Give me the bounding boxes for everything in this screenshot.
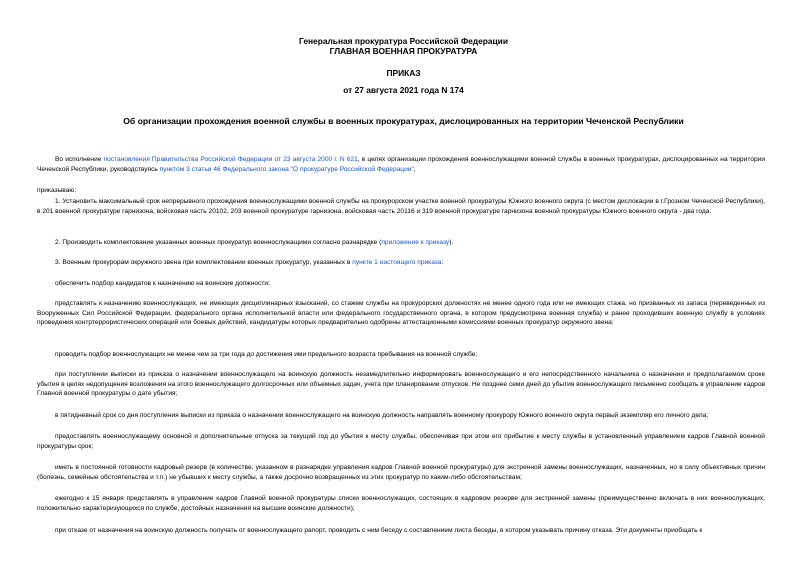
org-name: Генеральная прокуратура Российской Федерации (299, 36, 508, 46)
order-word: приказываю: (37, 187, 77, 194)
subitem-age-limit: проводить подбор военнослужащих не менее чем за три года до достижения ими предельного возраста пребывания на военной службе; (55, 351, 478, 358)
doc-title: Об организации прохождения военной службы в военных прокуратурах, дислоцированных на территории Чеченской Республики (123, 116, 684, 126)
link-prosecutor-law[interactable]: пунктом 3 статьи 46 Федерального закона "О прокуратуре Российской Федерации" (159, 165, 414, 173)
subitem-candidate-selection: обеспечить подбор кандидатов к назначению на воинские должности; (55, 280, 270, 287)
subitem-reserve: иметь в постоянной готовности кадровый резерв (в количестве, указанном в разнарядке управления кадров Главной военной прокуратуры) для экстренной замены военнослужащих, назначенных, но в силу объективных причин (болезнь, семейные обстоятельства и т.п.) не убывших к месту службы, а также досрочно возвращенных из этих прокуратур по каким-либо обстоятельствам; (37, 464, 765, 481)
item-3-text: 3. Военным прокурорам окружного звена при комплектовании военных прокуратур, указанных в (55, 259, 353, 266)
item-3-end: : (441, 259, 444, 266)
intro-text-middle: , в целях организации прохождения военнослужащими военной службы в военных прокуратурах, дислоцированных на территории Чеченской Республики, руководствуясь (37, 156, 766, 173)
link-appendix[interactable]: приложение к приказу (381, 239, 450, 246)
intro-text-start: Во исполнение (55, 156, 104, 163)
subitem-nomination-criteria: представлять к назначению военнослужащих, не имеющих дисциплинарных взысканий, со стажем службы на прокурорских должностях не менее одного года или не имеющих стажа, но призванных из запаса (переведенных из Вооруженных Сил Российской Федерации, федерального органа исполнительной власти или федерального государственного органа, в котором предусмотрена военная служба) и ранее проходивших военную службу в условиях проведения контртеррористических операций или боевых действий, кандидатуры которых предварительно одобрены аттестационными комиссиями военных прокуратур окружного звена; (37, 300, 765, 327)
org-subdivision: ГЛАВНАЯ ВОЕННАЯ ПРОКУРАТУРА (329, 46, 478, 56)
item-3 (37, 258, 765, 268)
item-1: 1. Установить максимальный срок непрерывного прохождения военнослужащими военной службы на прокурорском участке военной прокуратуры Южного военного округа (с местом дислокации в г.Грозном Чеченской Республики), в 201 военной прокуратуре гарнизона, войсковая часть 20102, 203 военной прокуратуре гарнизона, войсковая часть 20116 и 319 военной прокуратуре гарнизона военной прокуратуры Южного военного округа - два года. (37, 198, 765, 215)
item-2 (37, 238, 765, 248)
subitem-leave: предоставлять военнослужащему основной и дополнительные отпуска за текущий год до убытия к месту службы, обеспечивая при этом его прибытие к месту службы в установленный управлением кадров Главной военной прокуратуры срок; (37, 433, 765, 450)
subitem-reserve-lists: ежегодно к 15 января представлять в управление кадров Главной военной прокуратуры списки военнослужащих, состоящих в кадровом резерве для экстренной замены (преимущественно включать в них военнослужащих, положительно характеризующихся по службе, достойных назначения на высшие воинские должности); (37, 495, 765, 512)
intro-text-end: , (413, 165, 416, 173)
doc-date: от 27 августа 2021 года N 174 (343, 85, 464, 95)
subitem-refusal: при отказе от назначения на воинскую должность получать от военнослужащего рапорт, проводить с ним беседу с составлением листа беседы, в котором указывать причину отказа. Эти документы приобщать к (55, 527, 703, 534)
link-government-decree[interactable]: постановления Правительства Российской Федерации от 23 августа 2000 г. N 621 (103, 156, 358, 163)
doc-type: ПРИКАЗ (386, 68, 421, 78)
subitem-personal-file: в пятидневный срок со дня поступления выписки из приказа о назначении военнослужащего на воинскую должность направлять военному прокурору Южного военного округа первый экземпляр его личного дела; (55, 412, 709, 419)
item-2-end: ). (449, 239, 454, 246)
link-item-1[interactable]: пункте 1 настоящего приказа (352, 259, 442, 266)
intro-paragraph (37, 155, 765, 174)
subitem-appointment-notice: при поступлении выписки из приказа о назначении военнослужащего на воинскую должность незамедлительно информировать военнослужащего и его непосредственного начальника о назначении и предполагаемом сроке убытия в целях недопущения возложения на этого военнослужащего долгосрочных или объемных задач, учета при планировании отпусков. Не позднее семи дней до убытия военнослужащего письменно сообщать в управление кадров Главной военной прокуратуры о дате убытия; (37, 371, 765, 398)
item-2-text: 2. Производить комплектование указанных военных прокуратур военнослужащими согласно разнарядке ( (55, 239, 382, 246)
